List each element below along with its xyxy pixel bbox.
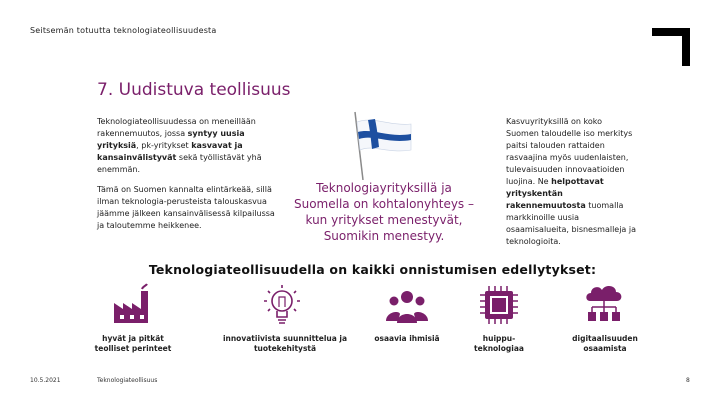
left-paragraph-2: Tämä on Suomen kannalta elintärkeää, sillä ilman teknologia-perusteista talouskasvua jäämme jälkeen kansainvälisessä kilpailussa ja taloutemme heikkenee. <box>97 185 275 230</box>
prereq-label-3: osaavia ihmisiä <box>374 334 440 343</box>
right-paragraph: Kasvuyrityksillä on koko Suomen taloudelle iso merkitys paitsi talouden rattaiden rasvaajina myös uudenlaisten, tulevaisuuden innovaatioiden luojina. Ne helpottavat yrityskentän rakennemuutosta tuomalla markkinoille uusia osaamisalueita, bisnesmalleja ja teknologioita. <box>506 117 636 246</box>
page-title: 7. Uudistuva teollisuus <box>97 80 291 100</box>
prereq-label-2: innovatiivista suunnittelua ja tuotekehitystä <box>222 334 348 353</box>
prerequisites-heading: Teknologiateollisuudella on kaikki onnistumisen edellytykset: <box>148 262 597 277</box>
page-number: 8 <box>686 377 690 384</box>
prereq-label-4: huippu-teknologiaa <box>474 334 524 353</box>
chip-icon <box>477 283 521 327</box>
footer-source: Teknologiateollisuus <box>97 377 158 384</box>
corner-logo-icon <box>652 28 690 66</box>
people-icon <box>385 283 429 327</box>
cloud-network-icon <box>582 281 626 325</box>
deck-header: Seitsemän totuutta teknologiateollisuudesta <box>30 26 217 35</box>
prereq-label-5: digitaalisuuden osaamista <box>572 334 638 353</box>
lightbulb-icon <box>260 283 304 327</box>
finnish-flag-image <box>333 110 413 180</box>
prereq-label-1: hyvät ja pitkät teolliset perinteet <box>94 334 172 353</box>
footer-date: 10.5.2021 <box>30 377 61 384</box>
center-quote: Teknologiayrityksillä ja Suomella on kohtalonyhteys – kun yritykset menestyvät, Suomikin menestyy. <box>293 181 474 243</box>
left-paragraph-1: Teknologiateollisuudessa on meneillään rakennemuutos, jossa syntyy uusia yrityksiä, pk-yritykset kasvavat ja kansainvälistyvät sekä työllistävät yhä enemmän. <box>97 117 262 174</box>
factory-icon <box>110 283 154 327</box>
